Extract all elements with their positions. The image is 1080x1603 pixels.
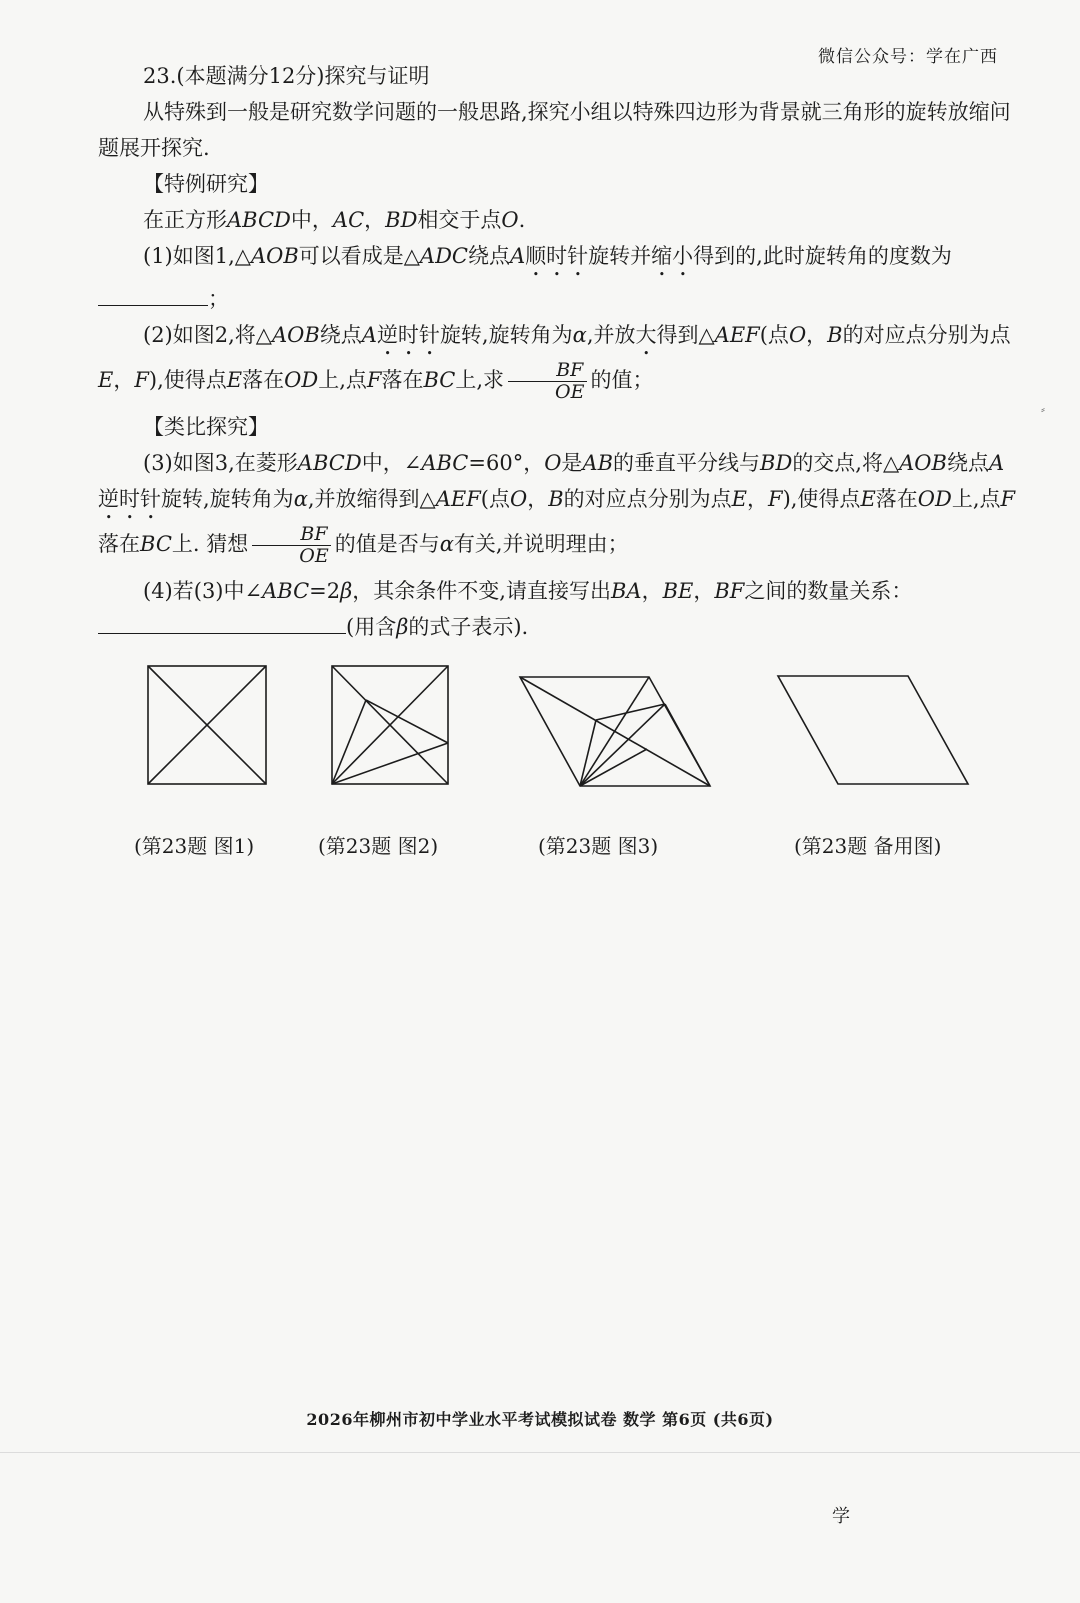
section-analogy: 【类比探究】 xyxy=(143,415,269,439)
part-4: (4)若(3)中∠ABC=2β，其余条件不变,请直接写出BA，BE，BF之间的数量关系：(用含β的式子表示). xyxy=(98,573,1016,645)
figure-spare-rhombus xyxy=(756,655,974,812)
caption-figure-spare: (第23题 备用图) xyxy=(794,834,942,858)
fig2-label-B: B xyxy=(446,792,458,811)
divider xyxy=(0,1452,1080,1453)
fraction-bf-oe: $\frac{BF}{OE}$ xyxy=(508,360,586,403)
figures xyxy=(120,640,1000,830)
fig2-label-D: D xyxy=(312,650,325,669)
fig2-label-C: C xyxy=(454,650,467,669)
fig3-label-A: A xyxy=(572,795,584,814)
fig3-label-B: B xyxy=(710,793,722,812)
answer-blank-1[interactable] xyxy=(98,285,208,306)
spare-rhombus-outline xyxy=(778,676,968,784)
figure-1-square xyxy=(130,650,282,812)
fig1-label-B: B xyxy=(260,791,272,810)
fig3-diagonal-ca xyxy=(580,677,649,786)
caption-figure-1: (第23题 图1) xyxy=(134,834,255,858)
caption-figure-3: (第23题 图3) xyxy=(538,834,659,858)
corner-mark: 学 xyxy=(832,1506,850,1527)
spare-label-A: A xyxy=(830,793,842,812)
fig2-segment-ae xyxy=(332,700,366,784)
part-2: (2)如图2,将△AOB绕点A逆时针旋转,旋转角为α,并放大得到△AEF(点O，B的对应点分别为点E，F),使得点E落在OD上,点F落在BC上,求 $\frac{BF}{OE}$ 的值； xyxy=(98,323,1011,403)
answer-blank-4[interactable] xyxy=(98,613,346,634)
fig1-label-A: A xyxy=(132,793,144,812)
fig3-label-D: D xyxy=(498,665,511,684)
fig1-label-D: D xyxy=(130,650,143,669)
fig3-label-O: O xyxy=(652,733,666,752)
fig3-segment-ae xyxy=(580,720,596,786)
fig1-label-O: O xyxy=(199,743,213,762)
fig1-label-C: C xyxy=(270,650,283,669)
fig2-label-F: F xyxy=(453,735,465,754)
fig2-label-E: E xyxy=(370,685,382,704)
section-special-case: 【特例研究】 xyxy=(143,172,269,196)
fig2-segment-af xyxy=(332,743,448,784)
figure-3-rhombus xyxy=(498,655,722,814)
fig3-label-E: E xyxy=(596,699,608,718)
fig3-label-C: C xyxy=(650,655,663,674)
setup-text: 在正方形ABCD中，AC，BD相交于点O. xyxy=(143,208,526,232)
fig3-label-F: F xyxy=(672,686,684,705)
watermark: 微信公众号：学在广西 xyxy=(818,47,998,67)
fraction-bf-oe-2: $\frac{BF}{OE}$ xyxy=(252,524,330,567)
question-intro: 从特殊到一般是研究数学问题的一般思路,探究小组以特殊四边形为背景就三角形的旋转放缩问题展开探究. xyxy=(98,100,1011,160)
fig2-label-O: O xyxy=(380,742,394,761)
fig2-label-A: A xyxy=(316,795,328,814)
spare-label-D: D xyxy=(756,665,769,684)
question-heading: 23.(本题满分12分)探究与证明 xyxy=(143,64,430,88)
spare-label-C: C xyxy=(905,655,918,674)
figure-2-square xyxy=(312,650,466,814)
question-23 xyxy=(98,58,1016,645)
page-footer: 2026年柳州市初中学业水平考试模拟试卷 数学 第6页 (共6页) xyxy=(306,1410,774,1429)
spare-label-B: B xyxy=(962,791,974,810)
part-3: (3)如图3,在菱形ABCD中，∠ABC=60°，O是AB的垂直平分线与BD的交点,将△AOB绕点A逆时针旋转,旋转角为α,并放缩得到△AEF(点O，B的对应点分别为点E，F),使得点E落在OD上,点F落在BC上. 猜想 $\frac{BF}{OE}$ 的值是否与α有关,并说明理由； xyxy=(98,451,1016,567)
caption-figure-2: (第23题 图2) xyxy=(318,834,439,858)
fig3-segment-af xyxy=(580,704,665,786)
part-1: (1)如图1,△AOB可以看成是△ADC绕点A顺时针旋转并缩小得到的,此时旋转角的度数为； xyxy=(98,238,1016,317)
edge-mark: ⸗ xyxy=(1041,402,1045,416)
